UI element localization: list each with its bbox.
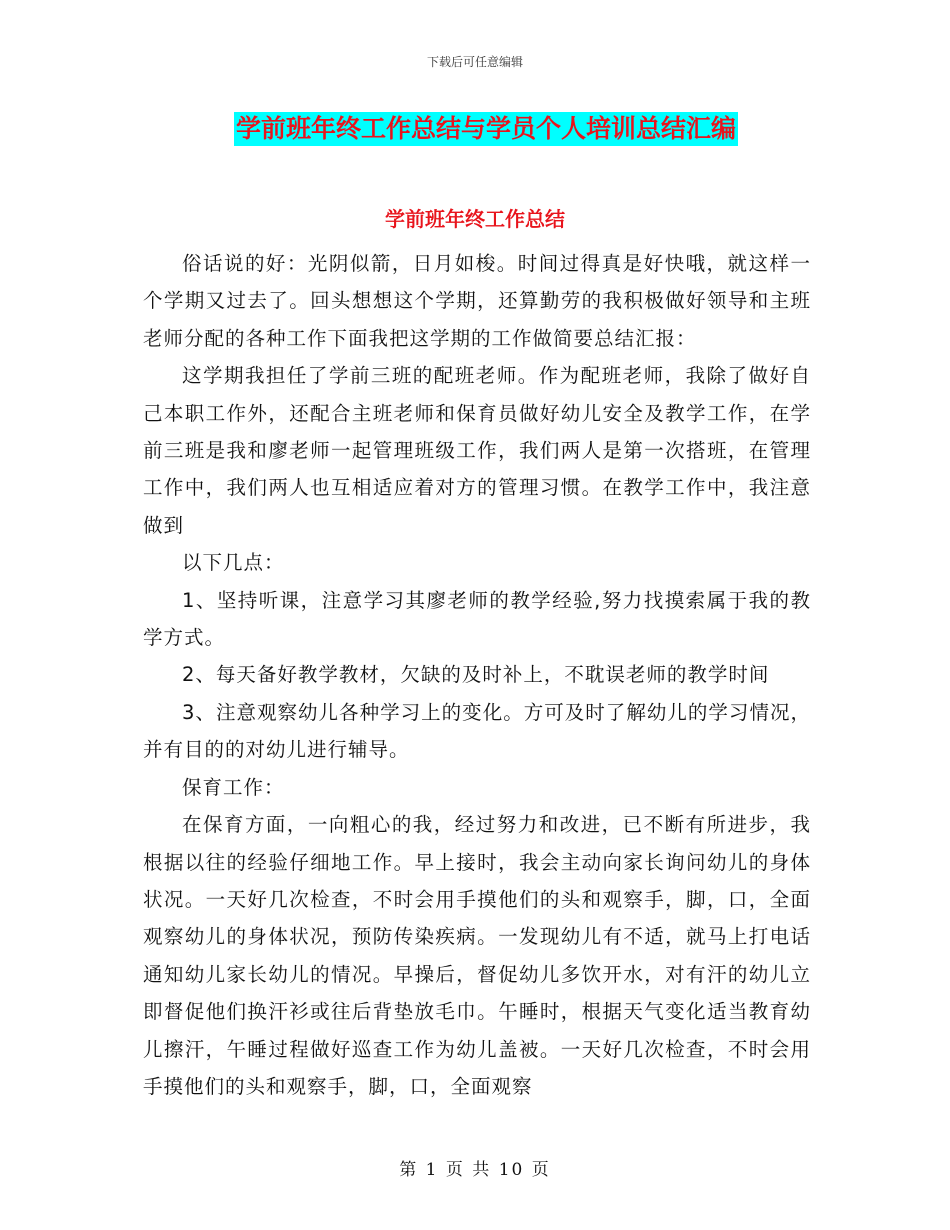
paragraph-point-1: 1、坚持听课，注意学习其廖老师的教学经验,努力找摸索属于我的教学方式。 — [143, 588, 811, 650]
paragraph-intro: 俗话说的好：光阴似箭，日月如梭。时间过得真是好快哦，就这样一个学期又过去了。回头想想这个学期，还算勤劳的我积极做好领导和主班老师分配的各种工作下面我把这学期的工作做简要总结汇报： — [143, 252, 811, 350]
body-text — [143, 245, 811, 1105]
paragraph-point-3: 3、注意观察幼儿各种学习上的变化。方可及时了解幼儿的学习情况，并有目的的对幼儿进行辅导。 — [143, 700, 811, 762]
paragraph-care-body: 在保育方面，一向粗心的我，经过努力和改进，已不断有所进步，我根据以往的经验仔细地工作。早上接时，我会主动向家长询问幼儿的身体状况。一天好几次检查，不时会用手摸他们的头和观察手，脚，口，全面观察幼儿的身体状况，预防传染疾病。一发现幼儿有不适，就马上打电话通知幼儿家长幼儿的情况。早操后，督促幼儿多饮开水，对有汗的幼儿立即督促他们换汗衫或往后背垫放毛巾。午睡时，根据天气变化适当教育幼儿擦汗，午睡过程做好巡查工作为幼儿盖被。一天好几次检查，不时会用手摸他们的头和观察手，脚，口，全面观察 — [143, 813, 811, 1098]
section-title: 学前班年终工作总结 — [385, 207, 565, 231]
paragraph-care-heading: 保育工作： — [182, 775, 285, 799]
document-title: 学前班年终工作总结与学员个人培训总结汇编 — [234, 112, 738, 146]
paragraph-point-2: 2、每天备好教学教材，欠缺的及时补上，不耽误老师的教学时间 — [182, 663, 770, 687]
header-note: 下载后可任意编辑 — [426, 55, 523, 69]
paragraph-role: 这学期我担任了学前三班的配班老师。作为配班老师，我除了做好自己本职工作外，还配合主班老师和保育员做好幼儿安全及教学工作，在学前三班是我和廖老师一起管理班级工作，我们两人是第一次搭班，在管理工作中，我们两人也互相适应着对方的管理习惯。在教学工作中，我注意做到 — [143, 364, 811, 537]
page-number-footer: 第 1 页 共 10 页 — [399, 1160, 551, 1180]
paragraph-points-heading: 以下几点： — [182, 551, 285, 575]
